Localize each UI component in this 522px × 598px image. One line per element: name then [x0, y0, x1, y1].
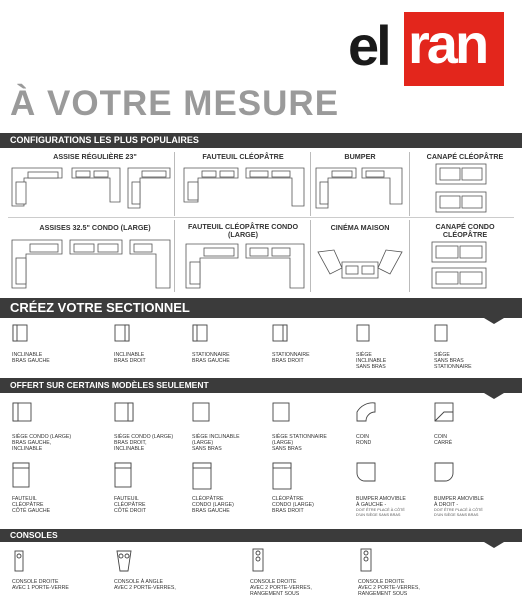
item-label: FAUTEUIL CLÉOPÂTRE CÔTÉ DROIT [114, 496, 146, 515]
recliner-right-arm-icon [114, 324, 130, 342]
armless-recliner-icon [356, 324, 370, 342]
item-label: INCLINABLE BRAS DROIT [114, 352, 146, 365]
bumper-note: DOIT ÊTRE PLACÉ À CÔTÉ D'UN SIÈGE SANS BRAS [434, 508, 483, 517]
console-label: CONSOLE DROITE AVEC 1 PORTE-VERRE [12, 579, 69, 592]
section-title-create: CRÉEZ VOTRE SECTIONNEL [10, 300, 190, 315]
item-label: SIÈGE STATIONNAIRE (LARGE) SANS BRAS [272, 434, 327, 453]
item-label: SIÈGE CONDO (LARGE) BRAS DROIT, INCLINABLE [114, 434, 174, 453]
offered-row-1 [0, 402, 522, 458]
item-label: SIÈGE INCLINABLE SANS BRAS [356, 352, 387, 371]
wide-armless-recliner-icon [192, 402, 210, 422]
bumper-note: DOIT ÊTRE PLACÉ À CÔTÉ D'UN SIÈGE SANS BRAS [356, 508, 405, 517]
item-label: COIN ROND [356, 434, 372, 447]
item-label: BUMPER AMOVIBLE À DROIT - [434, 496, 484, 509]
stationary-right-arm-icon [272, 324, 288, 342]
item-label: COIN CARRÉ [434, 434, 453, 447]
console-angle-icon [116, 550, 132, 572]
page-title: À VOTRE MESURE [10, 84, 340, 123]
section-title-consoles: CONSOLES [10, 530, 58, 540]
item-label: INCLINABLE BRAS GAUCHE [12, 352, 50, 365]
create-items-row [0, 322, 522, 376]
item-label: STATIONNAIRE BRAS DROIT [272, 352, 310, 365]
config-diagram-canape-condo [430, 240, 490, 292]
logo-text-left: el [348, 14, 389, 77]
consoles-row [0, 546, 522, 598]
item-label: BUMPER AMOVIBLE À GAUCHE - [356, 496, 406, 509]
console-label: CONSOLE DROITE AVEC 2 PORTE-VERRES, RANGEMENT SOUS [358, 579, 420, 598]
section-title-popular: CONFIGURATIONS LES PLUS POPULAIRES [10, 135, 199, 145]
item-label: SIÈGE INCLINABLE (LARGE) SANS BRAS [192, 434, 240, 453]
config-heading: ASSISES 32.5" CONDO (LARGE) [39, 223, 151, 232]
config-heading: CANAPÉ CONDO CLÉOPÂTRE [435, 222, 495, 239]
config-heading: FAUTEUIL CLÉOPÂTRE [202, 152, 284, 161]
config-heading: CANAPÉ CLÉOPÂTRE [426, 152, 504, 161]
config-diagram-bumper [314, 164, 406, 214]
section-bar-create [0, 298, 522, 318]
recliner-left-arm-icon [12, 324, 28, 342]
console-label: CONSOLE DROITE AVEC 2 PORTE-VERRES, RANGEMENT SOUS [250, 579, 312, 598]
grid-divider [310, 152, 311, 216]
section-bar-consoles [0, 529, 522, 542]
console-storage-icon [360, 548, 372, 572]
item-label: FAUTEUIL CLÉOPÂTRE CÔTÉ GAUCHE [12, 496, 51, 515]
cleopatre-right-icon [114, 462, 132, 488]
bar-notch [484, 393, 504, 399]
offered-row-2 [0, 462, 522, 526]
grid-divider [174, 152, 175, 216]
condo-left-arm-icon [12, 402, 32, 422]
section-title-offered: OFFERT SUR CERTAINS MODÈLES SEULEMENT [10, 380, 209, 390]
bumper-left-icon [356, 462, 376, 482]
console-storage-icon [252, 548, 264, 572]
console-label: CONSOLE À ANGLE AVEC 2 PORTE-VERRES, [114, 579, 176, 592]
brand-logo [348, 12, 504, 86]
grid-divider [409, 220, 410, 292]
logo-red-box [404, 12, 504, 86]
item-label: CLÉOPÂTRE CONDO (LARGE) BRAS GAUCHE [192, 496, 234, 515]
cleopatre-condo-right-icon [272, 462, 292, 490]
config-diagram-cinema [314, 240, 406, 286]
config-heading: ASSISE RÉGULIÈRE 23" [53, 152, 137, 161]
item-label: CLÉOPÂTRE CONDO (LARGE) BRAS DROIT [272, 496, 314, 515]
section-bar-offered [0, 378, 522, 393]
section-bar-popular [0, 133, 522, 148]
config-diagram-canape [434, 162, 490, 218]
config-diagram-condo [10, 236, 172, 292]
item-label: SIÈGE SANS BRAS STATIONNAIRE [434, 352, 472, 371]
config-heading: FAUTEUIL CLÉOPÂTRE CONDO (LARGE) [187, 222, 299, 239]
wide-armless-stationary-icon [272, 402, 290, 422]
round-corner-icon [356, 402, 376, 422]
item-label: SIÈGE CONDO (LARGE) BRAS GAUCHE, INCLINABLE [12, 434, 72, 453]
square-corner-icon [434, 402, 454, 422]
grid-divider [174, 220, 175, 292]
item-label: STATIONNAIRE BRAS GAUCHE [192, 352, 230, 365]
bumper-right-icon [434, 462, 454, 482]
config-heading: CINÉMA MAISON [330, 223, 390, 232]
grid-divider [409, 152, 410, 216]
grid-divider [310, 220, 311, 292]
stationary-left-arm-icon [192, 324, 208, 342]
armless-stationary-icon [434, 324, 448, 342]
config-diagram-cleopatre [180, 164, 308, 214]
console-one-cup-icon [14, 550, 24, 572]
config-heading: BUMPER [344, 152, 376, 161]
cleopatre-condo-left-icon [192, 462, 212, 490]
cleopatre-left-icon [12, 462, 30, 488]
condo-right-arm-icon [114, 402, 134, 422]
logo-text-right: ran [408, 12, 487, 75]
config-diagram-cleo-condo [182, 240, 308, 292]
config-diagram-regular [10, 164, 172, 214]
